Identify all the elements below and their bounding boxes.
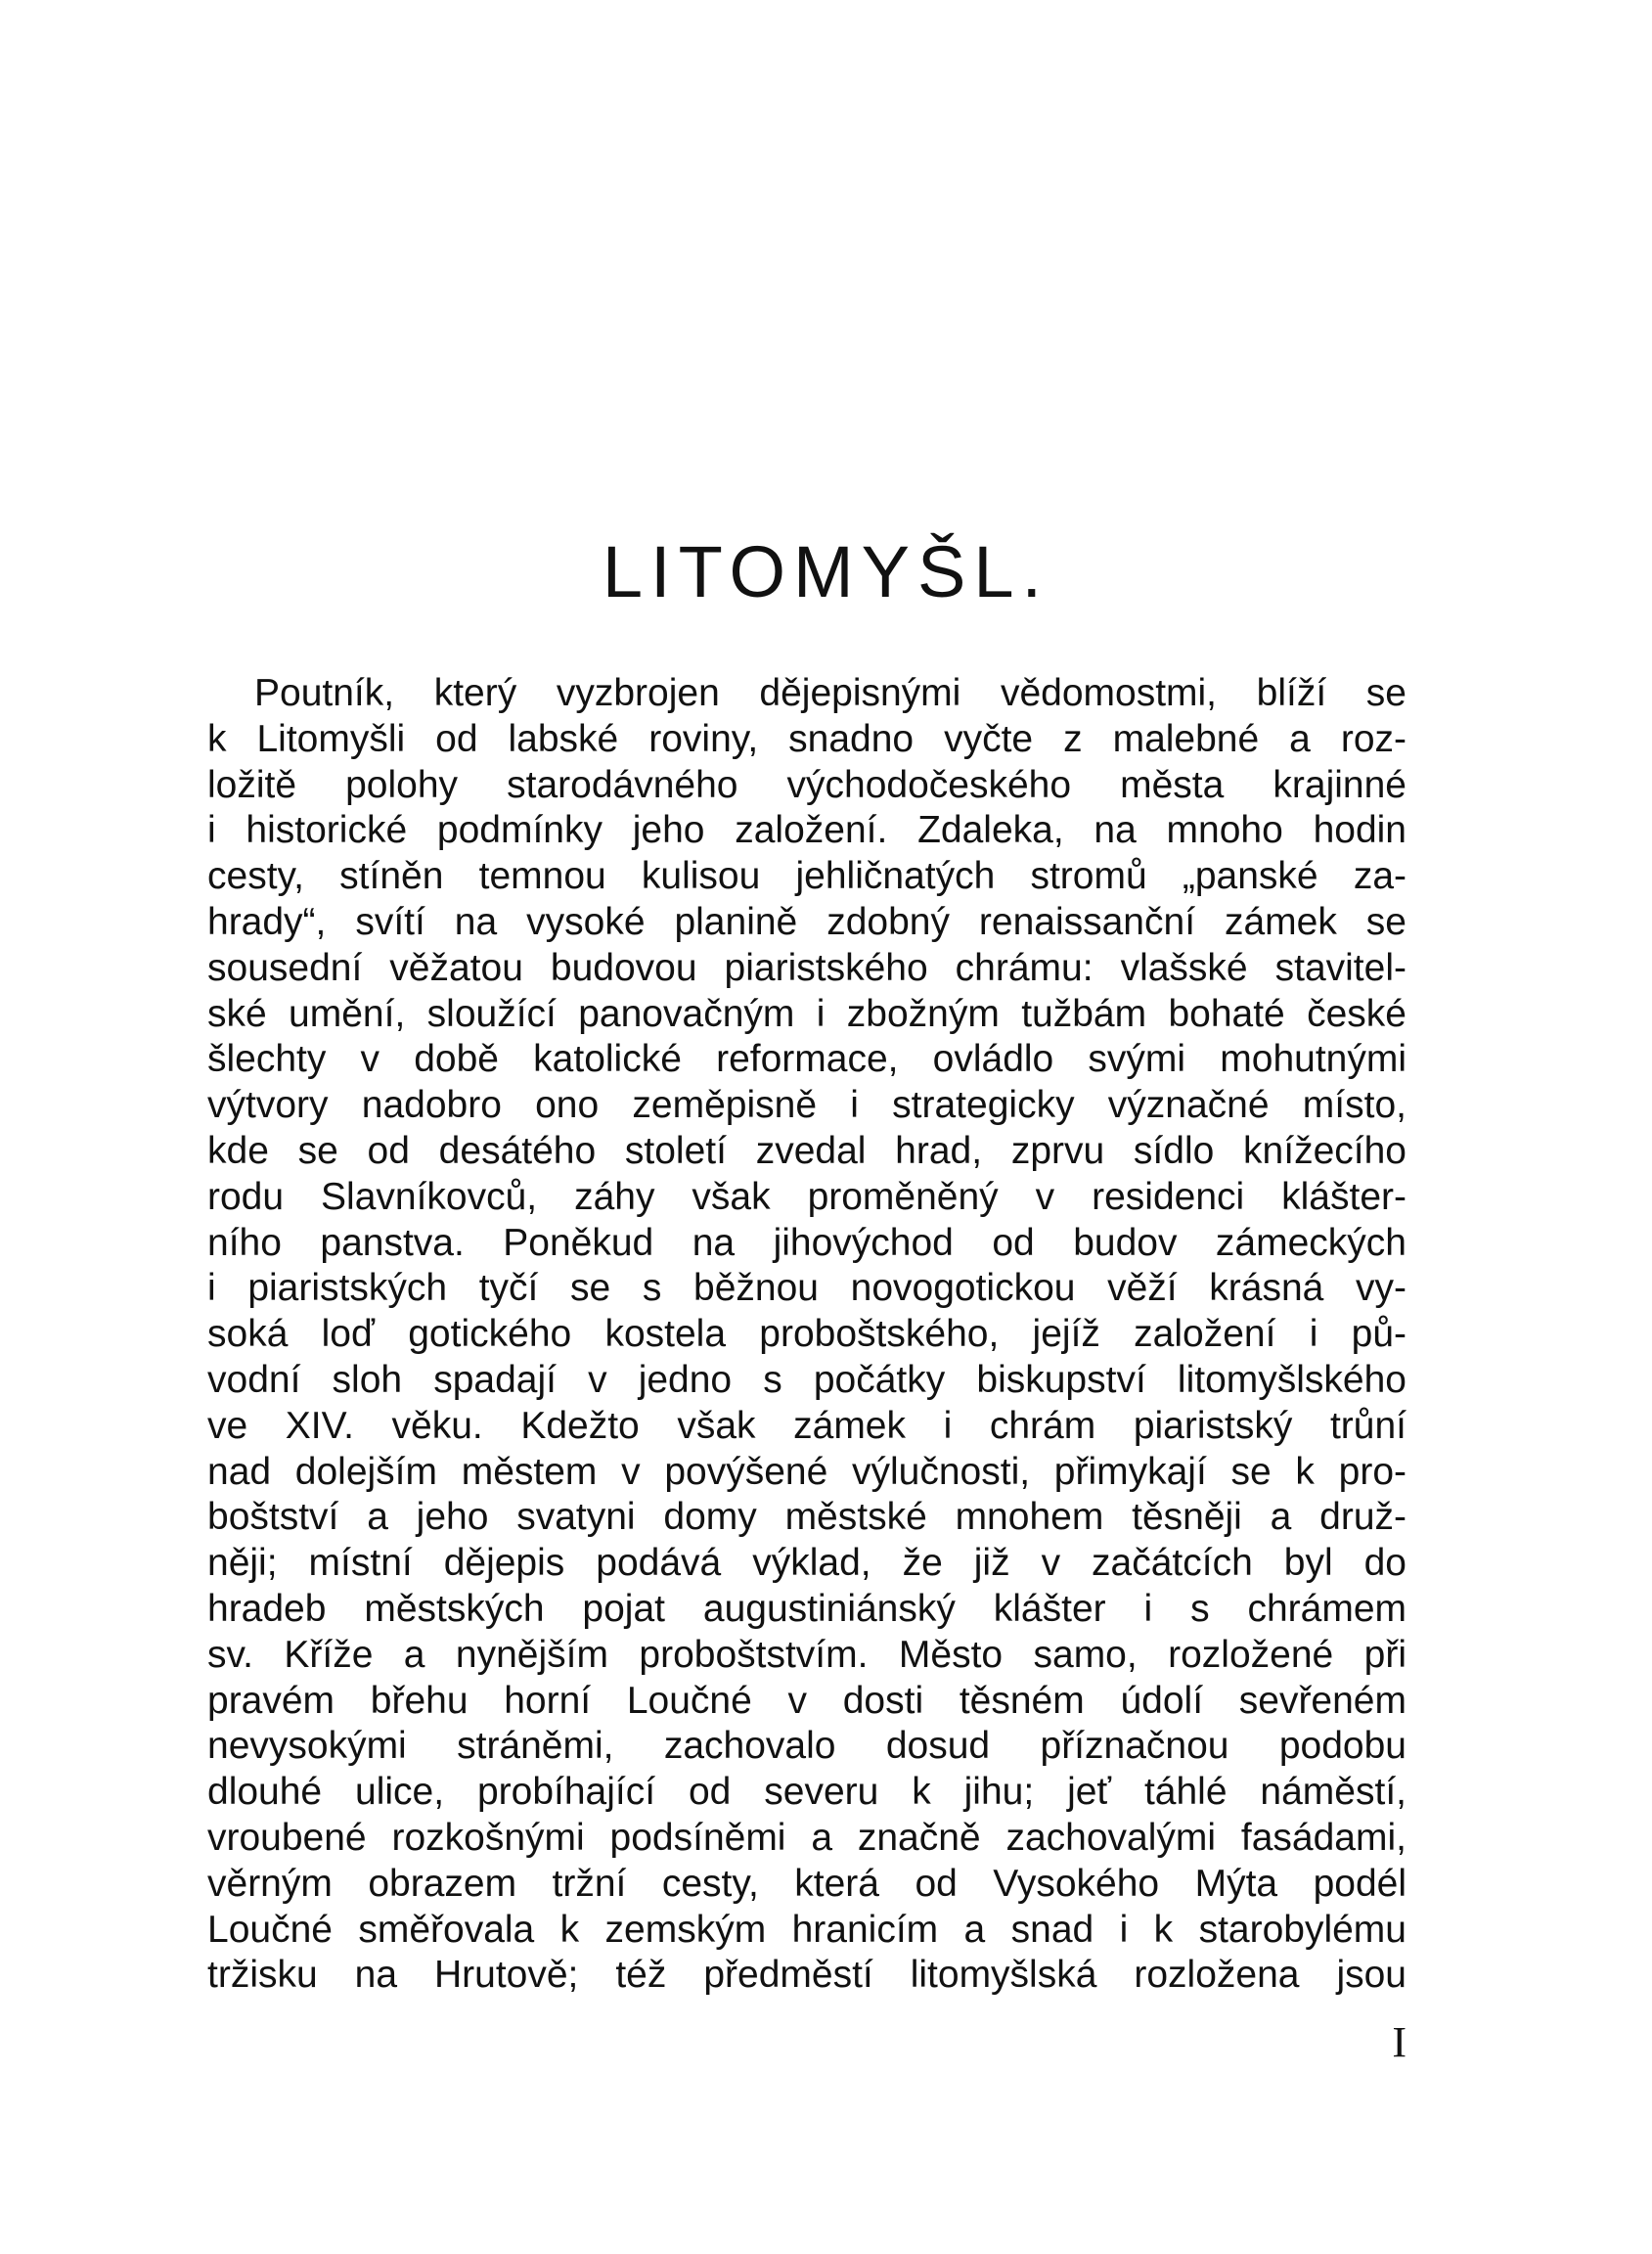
text-line: kde se od desátého století zvedal hrad, zprvu sídlo knížecího — [207, 1129, 1406, 1172]
text-line: pravém břehu horní Loučné v dosti těsném údolí sevřeném — [207, 1679, 1406, 1722]
text-line: nevysokými stráněmi, zachovalo dosud příznačnou podobu — [207, 1725, 1406, 1768]
body-paragraph — [207, 671, 1406, 1999]
text-line: vodní sloh spadají v jedno s počátky biskupství litomyšlského — [207, 1358, 1406, 1401]
text-line: soká loď gotického kostela proboštského, jejíž založení i pů- — [207, 1313, 1406, 1356]
text-line: i historické podmínky jeho založení. Zdaleka, na mnoho hodin — [207, 809, 1406, 852]
text-line: cesty, stíněn temnou kulisou jehličnatých stromů „panské za- — [207, 855, 1406, 898]
page-number: I — [1392, 2018, 1406, 2066]
text-line: hrady“, svítí na vysoké planině zdobný renaissanční zámek se — [207, 900, 1406, 943]
text-line: něji; místní dějepis podává výklad, že již v začátcích byl do — [207, 1542, 1406, 1585]
text-line: boštství a jeho svatyni domy městské mnohem těsněji a druž- — [207, 1496, 1406, 1539]
text-line: ložitě polohy starodávného východočeského města krajinné — [207, 763, 1406, 806]
text-line: tržisku na Hrutově; též předměstí litomyšlská rozložena jsou — [207, 1954, 1406, 1997]
text-line: vroubené rozkošnými podsíněmi a značně zachovalými fasádami, — [207, 1816, 1406, 1859]
text-line: ské umění, sloužící panovačným i zbožným tužbám bohaté české — [207, 992, 1406, 1035]
text-line: dlouhé ulice, probíhající od severu k jihu; jeť táhlé náměstí, — [207, 1771, 1406, 1814]
text-line: hradeb městských pojat augustiniánský klášter i s chrámem — [207, 1587, 1406, 1630]
text-line: nad dolejším městem v povýšené výlučnosti, přimykají se k pro- — [207, 1450, 1406, 1493]
text-line: sv. Kříže a nynějším proboštstvím. Město samo, rozložené při — [207, 1633, 1406, 1676]
text-line: věrným obrazem tržní cesty, která od Vysokého Mýta podél — [207, 1862, 1406, 1905]
text-line: šlechty v době katolické reformace, ovládlo svými mohutnými — [207, 1038, 1406, 1081]
text-line: výtvory nadobro ono zeměpisně i strategicky význačné místo, — [207, 1084, 1406, 1127]
text-line: rodu Slavníkovců, záhy však proměněný v residenci klášter- — [207, 1175, 1406, 1218]
text-line: Loučné směřovala k zemským hranicím a snad i k starobylému — [207, 1908, 1406, 1951]
text-line: ního panstva. Poněkud na jihovýchod od budov zámeckých — [207, 1221, 1406, 1264]
page-title: LITOMYŠL. — [602, 531, 1050, 612]
text-line: ve XIV. věku. Kdežto však zámek i chrám piaristský trůní — [207, 1404, 1406, 1447]
text-line: k Litomyšli od labské roviny, snadno vyčte z malebné a roz- — [207, 717, 1406, 760]
text-line: Poutník, který vyzbrojen dějepisnými vědomostmi, blíží se — [254, 672, 1406, 714]
text-line: sousední věžatou budovou piaristského chrámu: vlašské stavitel- — [207, 946, 1406, 989]
text-line: i piaristských tyčí se s běžnou novogotickou věží krásná vy- — [207, 1267, 1406, 1310]
